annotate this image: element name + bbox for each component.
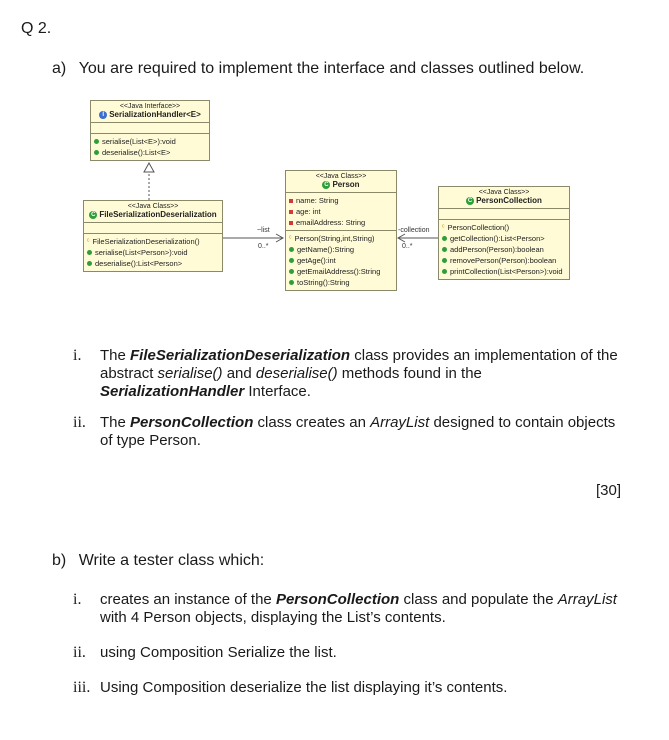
text-run: class provides an implementation of the abstract bbox=[100, 347, 618, 382]
field-icon bbox=[289, 210, 293, 214]
text-run: serialise() bbox=[157, 365, 223, 382]
text-run: ArrayList bbox=[557, 591, 617, 608]
collection-method: PersonCollection() bbox=[447, 223, 510, 232]
method-icon bbox=[94, 150, 99, 155]
text-run: deserialise() bbox=[255, 365, 338, 382]
item-text bbox=[100, 591, 618, 627]
method-icon bbox=[87, 261, 92, 266]
person-method: getName():String bbox=[297, 245, 355, 254]
collection-method: getCollection():List<Person> bbox=[450, 234, 545, 243]
text-run: with 4 Person objects, displaying the List’s contents. bbox=[100, 609, 446, 626]
uml-interface-box bbox=[90, 100, 210, 161]
method-icon bbox=[442, 236, 447, 241]
item-text bbox=[100, 414, 618, 450]
part-b-item bbox=[73, 644, 618, 662]
interface-icon: I bbox=[99, 111, 107, 119]
interface-method: serialise(List<E>):void bbox=[102, 137, 176, 146]
uml-file-class-box bbox=[83, 200, 223, 272]
part-b-item bbox=[73, 591, 618, 627]
field-icon bbox=[289, 199, 293, 203]
interface-stereotype: <<Java Interface>> bbox=[119, 103, 181, 110]
part-b-intro-text: Write a tester class which: bbox=[78, 552, 265, 569]
constructor-icon: ᶜ bbox=[442, 224, 445, 231]
item-numeral: i. bbox=[73, 347, 82, 364]
text-run: using Composition Serialize the list. bbox=[100, 644, 337, 661]
person-field: age: int bbox=[296, 207, 321, 216]
text-run: designed to contain objects of type Person. bbox=[100, 414, 616, 449]
realization-triangle bbox=[144, 163, 154, 172]
method-icon bbox=[442, 258, 447, 263]
item-text bbox=[100, 679, 507, 697]
question-number: Q 2. bbox=[21, 20, 52, 37]
collection-method: removePerson(Person):boolean bbox=[450, 256, 557, 265]
item-numeral: iii. bbox=[73, 679, 91, 696]
class-icon: C bbox=[324, 181, 329, 188]
method-icon bbox=[87, 250, 92, 255]
method-icon bbox=[289, 280, 294, 285]
part-b-list bbox=[73, 591, 618, 697]
file-class-method: serialise(List<Person>):void bbox=[95, 248, 188, 257]
text-run: FileSerializationDeserialization bbox=[130, 347, 351, 364]
collection-method: printCollection(List<Person>):void bbox=[450, 267, 563, 276]
file-class-method: FileSerializationDeserialization() bbox=[92, 237, 200, 246]
field-icon bbox=[289, 221, 293, 225]
collection-method: addPerson(Person):boolean bbox=[450, 245, 544, 254]
part-a-item bbox=[73, 414, 618, 450]
person-method: getEmailAddress():String bbox=[297, 267, 381, 276]
part-b-item bbox=[73, 679, 618, 697]
marks-label: [30] bbox=[596, 482, 622, 499]
person-field: emailAddress: String bbox=[296, 218, 366, 227]
method-icon bbox=[442, 247, 447, 252]
text-run: Using Composition deserialize the list displaying it’s contents. bbox=[100, 679, 508, 696]
part-a-intro-text: You are required to implement the interface and classes outlined below. bbox=[78, 60, 585, 77]
person-stereotype: <<Java Class>> bbox=[315, 173, 367, 180]
method-icon bbox=[442, 269, 447, 274]
text-run: creates an instance of the bbox=[100, 591, 276, 608]
text-run: Interface. bbox=[244, 383, 311, 400]
part-a-letter: a) bbox=[52, 60, 67, 77]
assoc-left-multiplicity: 0..* bbox=[258, 243, 269, 250]
assoc-left-role: ~list bbox=[257, 227, 270, 234]
person-field: name: String bbox=[296, 196, 339, 205]
method-icon bbox=[289, 269, 294, 274]
text-run: class and populate the bbox=[399, 591, 558, 608]
interface-name: SerializationHandler<E> bbox=[109, 110, 201, 119]
method-icon bbox=[289, 247, 294, 252]
text-run: SerializationHandler bbox=[100, 383, 245, 400]
class-icon: C bbox=[467, 197, 473, 204]
item-numeral: i. bbox=[73, 591, 82, 608]
text-run: PersonCollection bbox=[130, 414, 254, 431]
assoc-right-role: -collection bbox=[398, 227, 430, 234]
assoc-right-multiplicity: 0..* bbox=[402, 243, 413, 250]
constructor-icon: ᶜ bbox=[289, 235, 292, 242]
text-run: The bbox=[100, 347, 131, 364]
person-method: getAge():int bbox=[297, 256, 336, 265]
text-run: methods found in the bbox=[337, 365, 482, 382]
uml-collection-box bbox=[438, 186, 570, 280]
text-run: ArrayList bbox=[370, 414, 430, 431]
file-class-stereotype: <<Java Class>> bbox=[127, 203, 179, 210]
text-run: The bbox=[100, 414, 131, 431]
person-method: toString():String bbox=[297, 278, 350, 287]
collection-name: PersonCollection bbox=[476, 196, 542, 205]
part-a-list bbox=[73, 347, 618, 450]
constructor-icon: ᶜ bbox=[87, 238, 90, 245]
person-method: Person(String,int,String) bbox=[294, 234, 375, 243]
text-run: class creates an bbox=[253, 414, 371, 431]
person-name: Person bbox=[332, 180, 360, 189]
item-numeral: ii. bbox=[73, 414, 86, 431]
part-b-intro bbox=[52, 552, 264, 570]
uml-person-box bbox=[285, 170, 397, 291]
file-class-name: FileSerializationDeserialization bbox=[99, 210, 217, 219]
method-icon bbox=[289, 258, 294, 263]
collection-stereotype: <<Java Class>> bbox=[478, 189, 530, 196]
method-icon bbox=[94, 139, 99, 144]
interface-method: deserialise():List<E> bbox=[102, 148, 171, 157]
item-text bbox=[100, 644, 337, 662]
text-run: PersonCollection bbox=[275, 591, 400, 608]
item-numeral: ii. bbox=[73, 644, 86, 661]
part-b-letter: b) bbox=[52, 552, 67, 569]
item-text bbox=[100, 347, 618, 401]
text-run: and bbox=[222, 365, 256, 382]
class-icon: C bbox=[91, 211, 96, 218]
file-class-method: deserialise():List<Person> bbox=[95, 259, 183, 268]
part-a-item bbox=[73, 347, 618, 401]
